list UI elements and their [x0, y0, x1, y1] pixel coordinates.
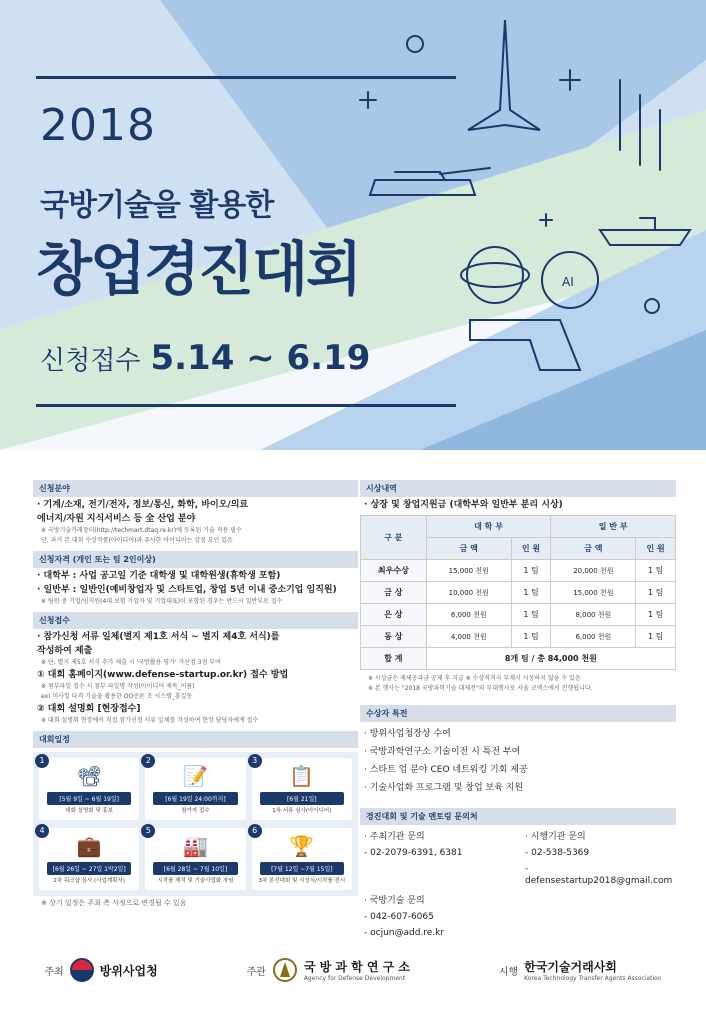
table-row — [361, 604, 676, 626]
section-heading: 수상자 특전 — [360, 705, 676, 722]
text-line: · 기계/소재, 전기/전자, 정보/통신, 화학, 바이오/의료 — [37, 500, 249, 510]
application-dates: 5.14 ~ 6.19 — [150, 338, 371, 378]
section-heading: 신청분야 — [33, 480, 358, 497]
section-heading: 시상내역 — [360, 480, 676, 497]
event-title: 창업경진대회 — [36, 235, 361, 303]
table-cell: 8,000 천원 — [551, 604, 636, 626]
bottom-rule — [36, 404, 456, 407]
schedule-step — [39, 828, 139, 890]
top-rule — [36, 76, 456, 79]
org-role: 주관 — [246, 966, 266, 978]
text-line: ① 대회 홈페이지(www.defense-startup.or.kr) 접수 방법 — [37, 670, 289, 680]
table-row — [361, 560, 676, 582]
step-date: [5월 9일 ~ 6월 19일] — [47, 792, 131, 805]
application-period — [40, 338, 370, 378]
table-cell: 20,000 천원 — [551, 560, 636, 582]
note: ※ 국방기술거래장터(http://techmart.dtaq.re.kr)에 등록된 기술 적용 필수 — [41, 527, 242, 534]
list-item: · 스타트 업 분야 CEO 네트워킹 기회 제공 — [364, 765, 528, 775]
schedule-steps — [33, 752, 358, 896]
section-contacts — [360, 808, 676, 939]
step-number: 6 — [248, 824, 262, 838]
trophy-icon: 🏆 — [289, 834, 315, 858]
spacer — [525, 891, 676, 907]
table-cell: 15,000 천원 — [426, 560, 511, 582]
org-role: 주최 — [44, 966, 64, 978]
contact-label: · 국방기술 문의 — [364, 896, 425, 906]
org-executor — [499, 958, 662, 982]
application-label: 신청접수 — [40, 346, 141, 376]
text-line: · 상장 및 창업지원금 (대학부와 일반부 분리 시상) — [364, 500, 563, 510]
section-awards — [360, 480, 676, 693]
note: ※ 단, 별지 제5호 서식 추가 제출 시 '국방활용 평가' 가산점 3점 부여 — [41, 659, 221, 666]
step-number: 2 — [141, 754, 155, 768]
contact-email: - defensestartup2018@gmail.com — [525, 864, 673, 886]
step-number: 5 — [141, 824, 155, 838]
table-cell: 1 팀 — [636, 560, 676, 582]
schedule-step — [252, 758, 352, 820]
spacer — [525, 911, 676, 923]
text-line: · 대학부 : 사업 공고일 기준 대학생 및 대학원생(휴학생 포함) — [37, 571, 281, 581]
schedule-step — [39, 758, 139, 820]
presentation-icon: 📽 — [76, 764, 102, 788]
table-cell: 1 팀 — [636, 604, 676, 626]
step-number: 4 — [35, 824, 49, 838]
table-header: 금 액 — [551, 538, 636, 560]
step-number: 1 — [35, 754, 49, 768]
right-column — [360, 480, 676, 945]
contact-label: · 주최기관 문의 — [364, 832, 425, 842]
list-item: · 국방과학연구소 기술이전 시 특전 부여 — [364, 747, 521, 757]
table-cell: 금 상 — [361, 582, 427, 604]
table-header: 일 반 부 — [551, 516, 676, 538]
org-name: 국 방 과 학 연 구 소 — [303, 960, 411, 974]
org-name: 한국기술거래사회 — [524, 960, 617, 974]
section-eligibility — [33, 551, 358, 606]
table-cell: 1 팀 — [636, 626, 676, 648]
step-desc: 시작품 제작 및 기술사업화 자원 — [157, 878, 234, 884]
section-heading: 경진대회 및 기술 멘토링 문의처 — [360, 808, 676, 825]
org-host — [44, 958, 157, 982]
step-date: [7월 12일 ~7월 15일] — [260, 862, 344, 875]
section-heading: 신청접수 — [33, 612, 358, 629]
briefcase-icon: 💼 — [76, 834, 102, 858]
table-cell: 1 팀 — [511, 582, 551, 604]
hero-banner — [0, 0, 706, 450]
text-line: 작성하여 제출 — [37, 646, 93, 656]
table-row — [361, 626, 676, 648]
table-header: 구 분 — [361, 516, 427, 560]
contact-phone: - 02-538-5369 — [525, 848, 590, 858]
list-item: · 방위사업청장상 수여 — [364, 729, 451, 739]
table-header: 인 원 — [511, 538, 551, 560]
svg-text:AI: AI — [562, 275, 574, 289]
table-cell: 동 상 — [361, 626, 427, 648]
table-cell: 6,000 천원 — [551, 626, 636, 648]
event-year: 2018 — [40, 100, 156, 151]
note: ※ 본 행사는 "2018 국방과학기술 대제전"의 부대행사로 서울 코엑스에서 진행됩니다. — [368, 685, 593, 692]
org-name: 방위사업청 — [99, 963, 158, 978]
note: ex) 미사일 타격 기술을 활용한 OO공론 조 시스템_홍길동 — [41, 693, 193, 700]
schedule-step — [252, 828, 352, 890]
table-cell: 최우수상 — [361, 560, 427, 582]
table-header: 대 학 부 — [426, 516, 551, 538]
table-total-row — [361, 648, 676, 670]
step-desc: 3차 본선대회 및 시상식/시작품 전시 — [258, 878, 346, 884]
note: ※ 대회 설명회 현장에서 직접 참가신청 서류 일체를 작성하여 현장 담당자에게 접수 — [41, 717, 259, 724]
clipboard-icon: 📋 — [289, 764, 315, 788]
event-subtitle: 국방기술을 활용한 — [40, 188, 274, 223]
table-cell: 1 팀 — [511, 560, 551, 582]
section-submission — [33, 612, 358, 725]
section-heading: 신청자격 (개인 또는 팀 2인이상) — [33, 551, 358, 568]
step-date: [6월 26일 ~ 27일 1박2일] — [47, 862, 131, 875]
note: ※ 첨부파일 접수 시 첨부 파일명 작성(아이디어 제목_이름) — [41, 683, 195, 690]
step-date: [6월 21일] — [260, 792, 344, 805]
factory-icon: 🏭 — [183, 834, 208, 858]
org-role: 시행 — [498, 966, 519, 978]
document-pen-icon: 📝 — [183, 764, 208, 788]
table-cell: 6,000 천원 — [426, 604, 511, 626]
step-desc: 대회 설명회 및 홍보 — [65, 808, 114, 814]
section-field — [33, 480, 358, 545]
text-line: ② 대회 설명회 [현장접수] — [37, 704, 141, 714]
table-header: 금 액 — [426, 538, 511, 560]
text-line: 에너지/자원 지식서비스 등 全 산업 분야 — [37, 514, 196, 524]
note: 단, 과거 본 대회 수상작품(아이디어)과 유사한 아이디어는 감점 요인 있음 — [41, 537, 233, 544]
table-cell: 1 팀 — [511, 626, 551, 648]
contact-phone: - 042-607-6065 — [364, 912, 434, 922]
schedule-note: ※ 상기 일정은 주최 측 사정으로 변경될 수 있음 — [41, 899, 187, 907]
table-cell: 10,000 천원 — [426, 582, 511, 604]
table-cell: 합 계 — [361, 648, 427, 670]
note: ※ 팀원 중 기업/임직원(4대 보험 가입자 및 기업대표)이 포함된 경우는 반드시 일반부로 접수 — [41, 598, 283, 605]
add-emblem-icon — [272, 957, 298, 983]
table-row — [361, 582, 676, 604]
schedule-step — [145, 828, 245, 890]
org-english-name: Korea Technology Transfer Agents Association — [524, 975, 662, 982]
contact-label: · 시행기관 문의 — [525, 832, 586, 842]
table-header: 인 원 — [636, 538, 676, 560]
step-date: [6월 28일 ~ 7월 10일] — [153, 862, 237, 875]
table-cell: 8개 팀 / 총 84,000 천원 — [426, 648, 675, 670]
contact-grid — [360, 829, 676, 939]
step-desc: 2차 워크샵 심사 (사업계획서) — [53, 878, 125, 884]
table-cell: 4,000 천원 — [426, 626, 511, 648]
table-cell: 1 팀 — [636, 582, 676, 604]
section-schedule — [33, 731, 358, 908]
table-cell: 은 상 — [361, 604, 427, 626]
text-line: · 참가신청 서류 일체(별지 제1호 서식 ~ 별지 제4호 서식)를 — [37, 632, 280, 642]
table-cell: 15,000 천원 — [551, 582, 636, 604]
step-number: 3 — [248, 754, 262, 768]
text-line: · 일반부 : 일반인(예비창업자 및 스타트업, 창업 5년 이내 중소기업 임직원) — [37, 585, 337, 595]
footer-organizations — [0, 940, 706, 1000]
step-date: [6월 19일 24:00까지] — [153, 792, 237, 805]
note: ※ 시상금은 제세공과금 공제 후 지급 ※ 수상적격자 부재시 시상하지 않을 수 있음 — [368, 675, 581, 682]
table-cell: 1 팀 — [511, 604, 551, 626]
prize-table — [360, 515, 676, 670]
list-item: · 기술사업화 프로그램 및 창업 보육 지원 — [364, 783, 524, 793]
step-desc: 1차 서류 심사(아이디어) — [272, 808, 332, 814]
section-benefits — [360, 705, 676, 794]
step-desc: 참가자 접수 — [181, 808, 210, 814]
contact-phone: - 02-2079-6391, 6381 — [364, 848, 463, 858]
contact-email: - ocjun@add.re.kr — [364, 928, 445, 938]
org-organizer — [246, 957, 410, 983]
taeguk-emblem-icon — [70, 958, 94, 982]
left-column — [33, 480, 358, 914]
org-english-name: Agency for Defense Development — [303, 975, 406, 982]
spacer — [364, 863, 515, 887]
section-heading: 대회일정 — [33, 731, 358, 748]
schedule-step — [145, 758, 245, 820]
